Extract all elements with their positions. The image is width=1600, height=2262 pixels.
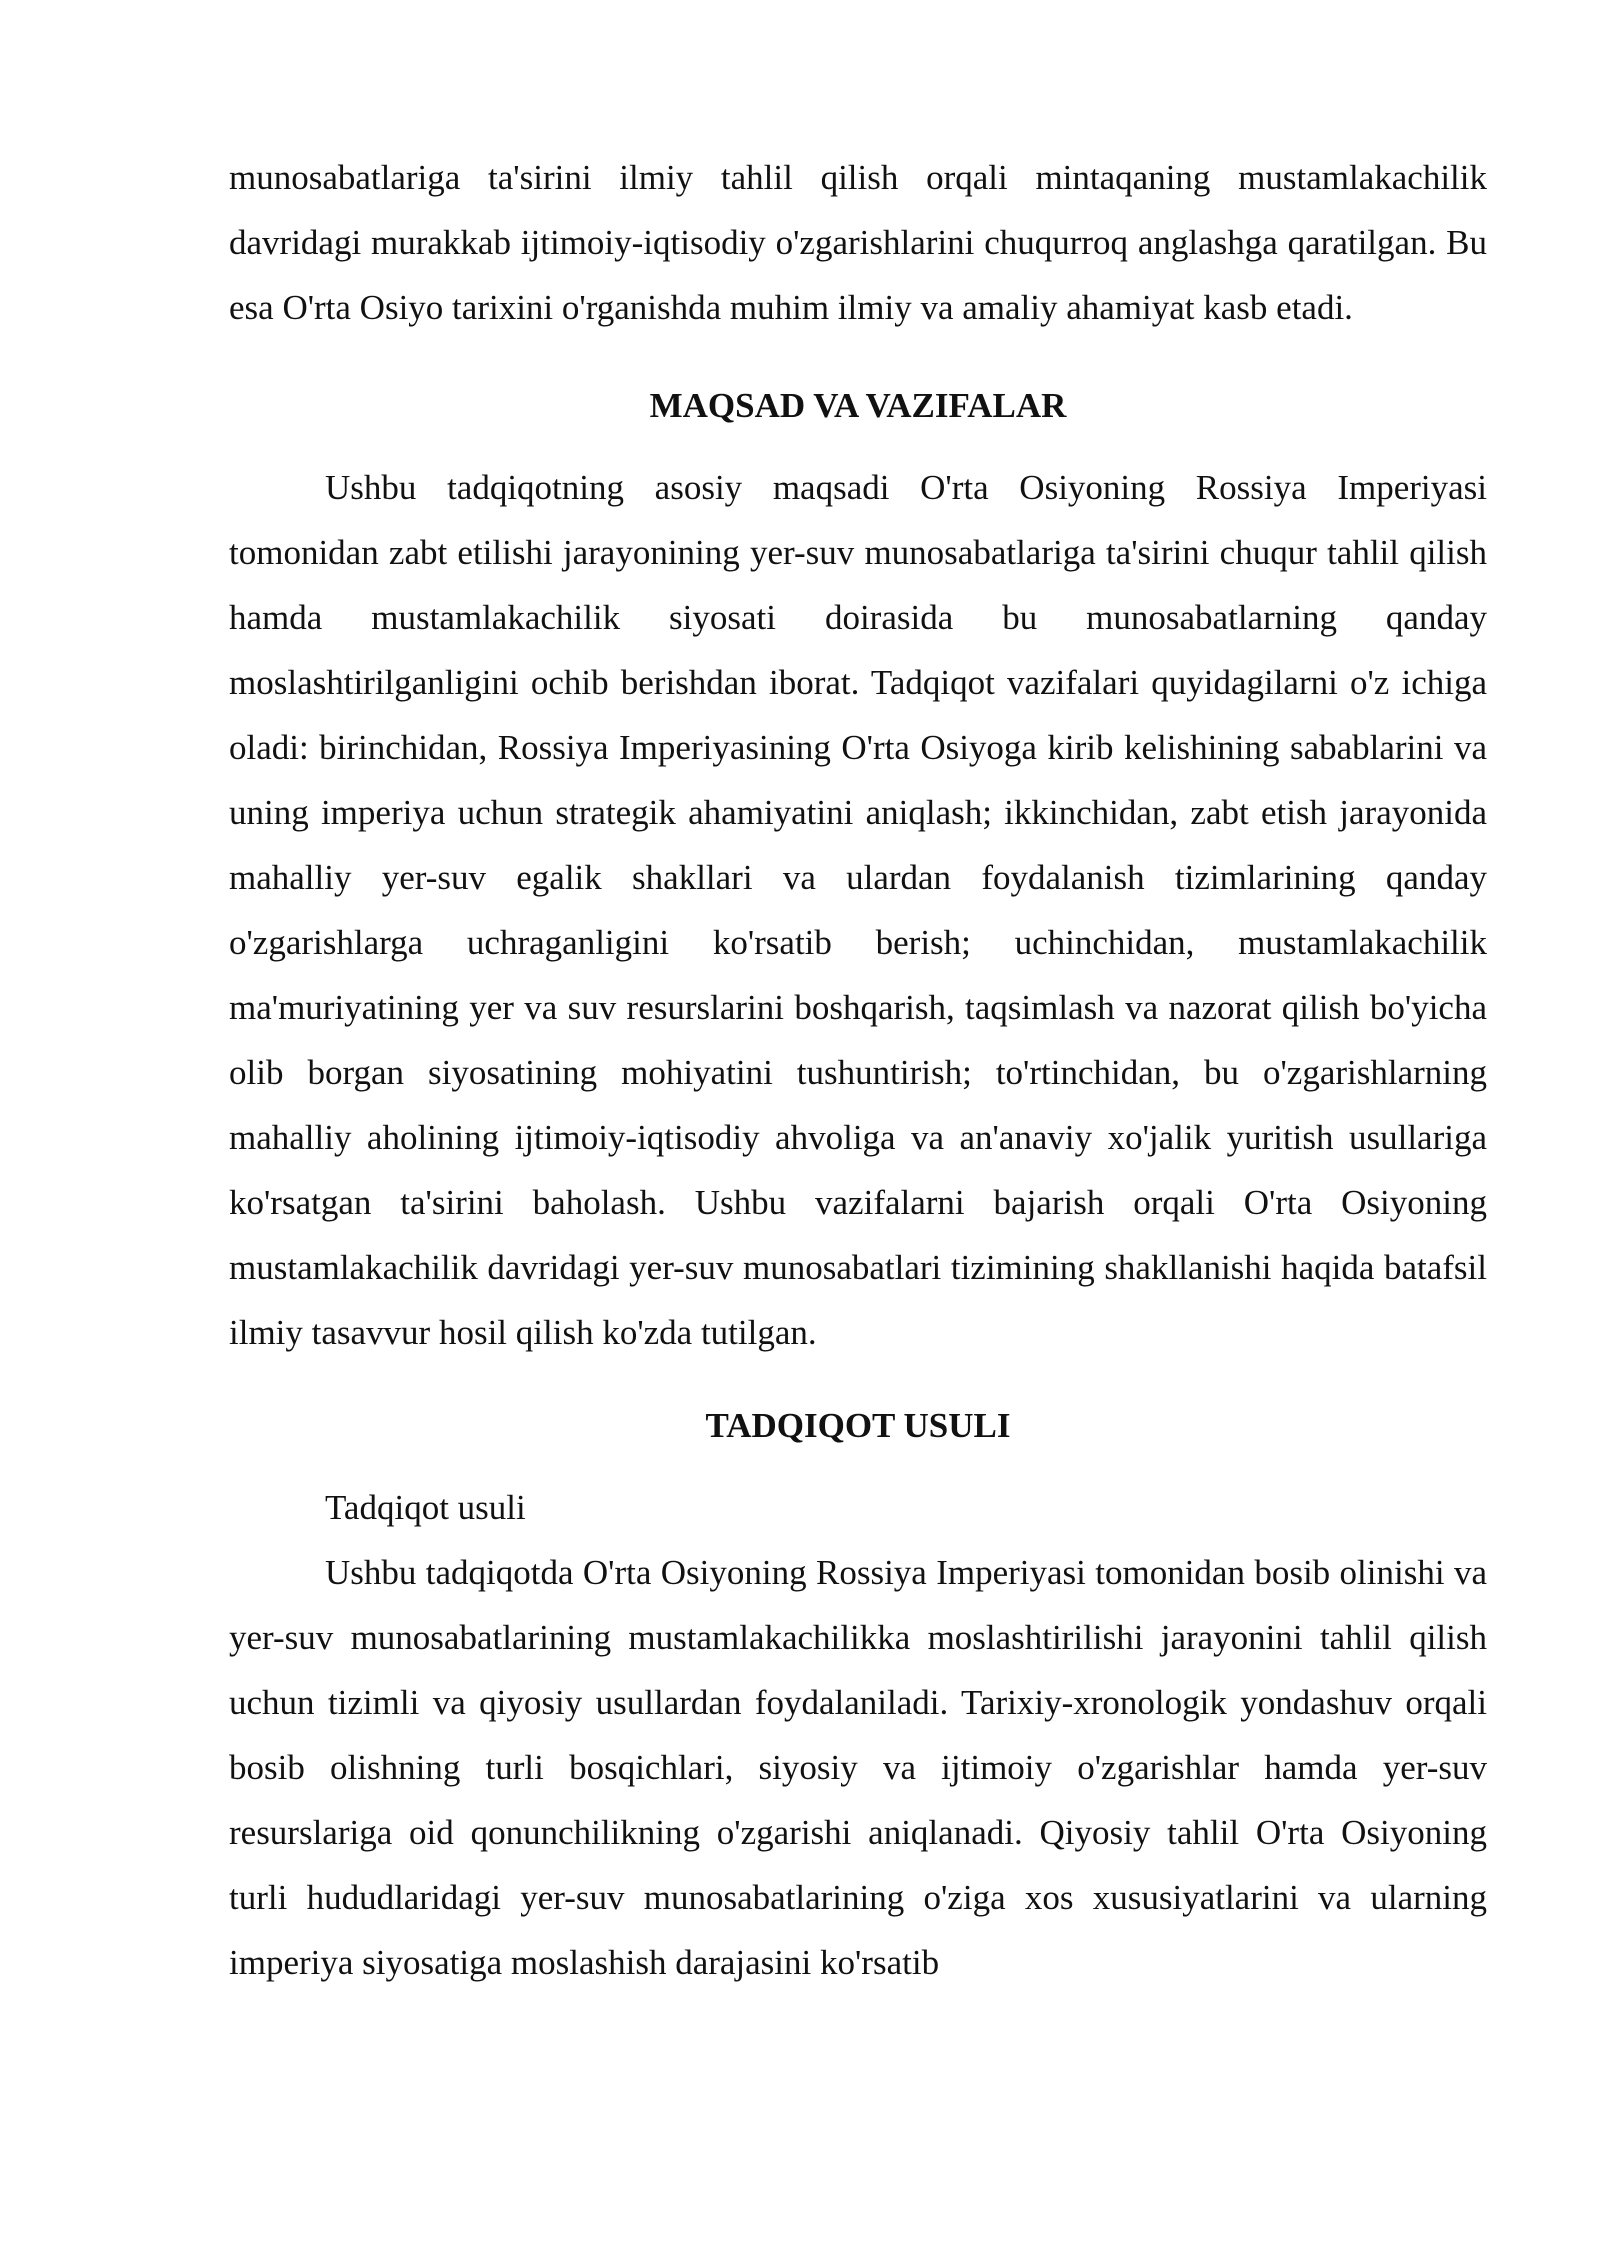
- intro-continuation-paragraph: munosabatlariga ta'sirini ilmiy tahlil qilish orqali mintaqaning mustamlakachilik davridagi murakkab ijtimoiy-iqtisodiy o'zgarishlarini chuqurroq anglashga qaratilgan. Bu esa O'rta Osiyo tarixini o'rganishda muhim ilmiy va amaliy ahamiyat kasb etadi.: [229, 158, 1487, 327]
- goals-heading: MAQSAD VA VAZIFALAR: [649, 386, 1067, 425]
- document-page: [229, 145, 1487, 1995]
- method-label: Tadqiqot usuli: [325, 1488, 526, 1527]
- goals-paragraph: Ushbu tadqiqotning asosiy maqsadi O'rta Osiyoning Rossiya Imperiyasi tomonidan zabt etilishi jarayonining yer-suv munosabatlariga ta'sirini chuqur tahlil qilish hamda mustamlakachilik siyosati doirasida bu munosabatlarning qanday moslashtirilganligini ochib berishdan iborat. Tadqiqot vazifalari quyidagilarni o'z ichiga oladi: birinchidan, Rossiya Imperiyasining O'rta Osiyoga kirib kelishining sabablarini va uning imperiya uchun strategik ahamiyatini aniqlash; ikkinchidan, zabt etish jarayonida mahalliy yer-suv egalik shakllari va ulardan foydalanish tizimlarining qanday o'zgarishlarga uchraganligini ko'rsatib berish; uchinchidan, mustamlakachilik ma'muriyatining yer va suv resurslarini boshqarish, taqsimlash va nazorat qilish bo'yicha olib borgan siyosatining mohiyatini tushuntirish; to'rtinchidan, bu o'zgarishlarning mahalliy aholining ijtimoiy-iqtisodiy ahvoliga va an'anaviy xo'jalik yuritish usullariga ko'rsatgan ta'sirini baholash. Ushbu vazifalarni bajarish orqali O'rta Osiyoning mustamlakachilik davridagi yer-suv munosabatlari tizimining shakllanishi haqida batafsil ilmiy tasavvur hosil qilish ko'zda tutilgan.: [229, 468, 1487, 1352]
- method-heading: TADQIQOT USULI: [705, 1406, 1011, 1445]
- method-paragraph: Ushbu tadqiqotda O'rta Osiyoning Rossiya Imperiyasi tomonidan bosib olinishi va yer-suv munosabatlarining mustamlakachilikka moslashtirilishi jarayonini tahlil qilish uchun tizimli va qiyosiy usullardan foydalaniladi. Tarixiy-xronologik yondashuv orqali bosib olishning turli bosqichlari, siyosiy va ijtimoiy o'zgarishlar hamda yer-suv resurslariga oid qonunchilikning o'zgarishi aniqlanadi. Qiyosiy tahlil O'rta Osiyoning turli hududlaridagi yer-suv munosabatlarining o'ziga xos xususiyatlarini va ularning imperiya siyosatiga moslashish darajasini ko'rsatib: [229, 1553, 1487, 1982]
